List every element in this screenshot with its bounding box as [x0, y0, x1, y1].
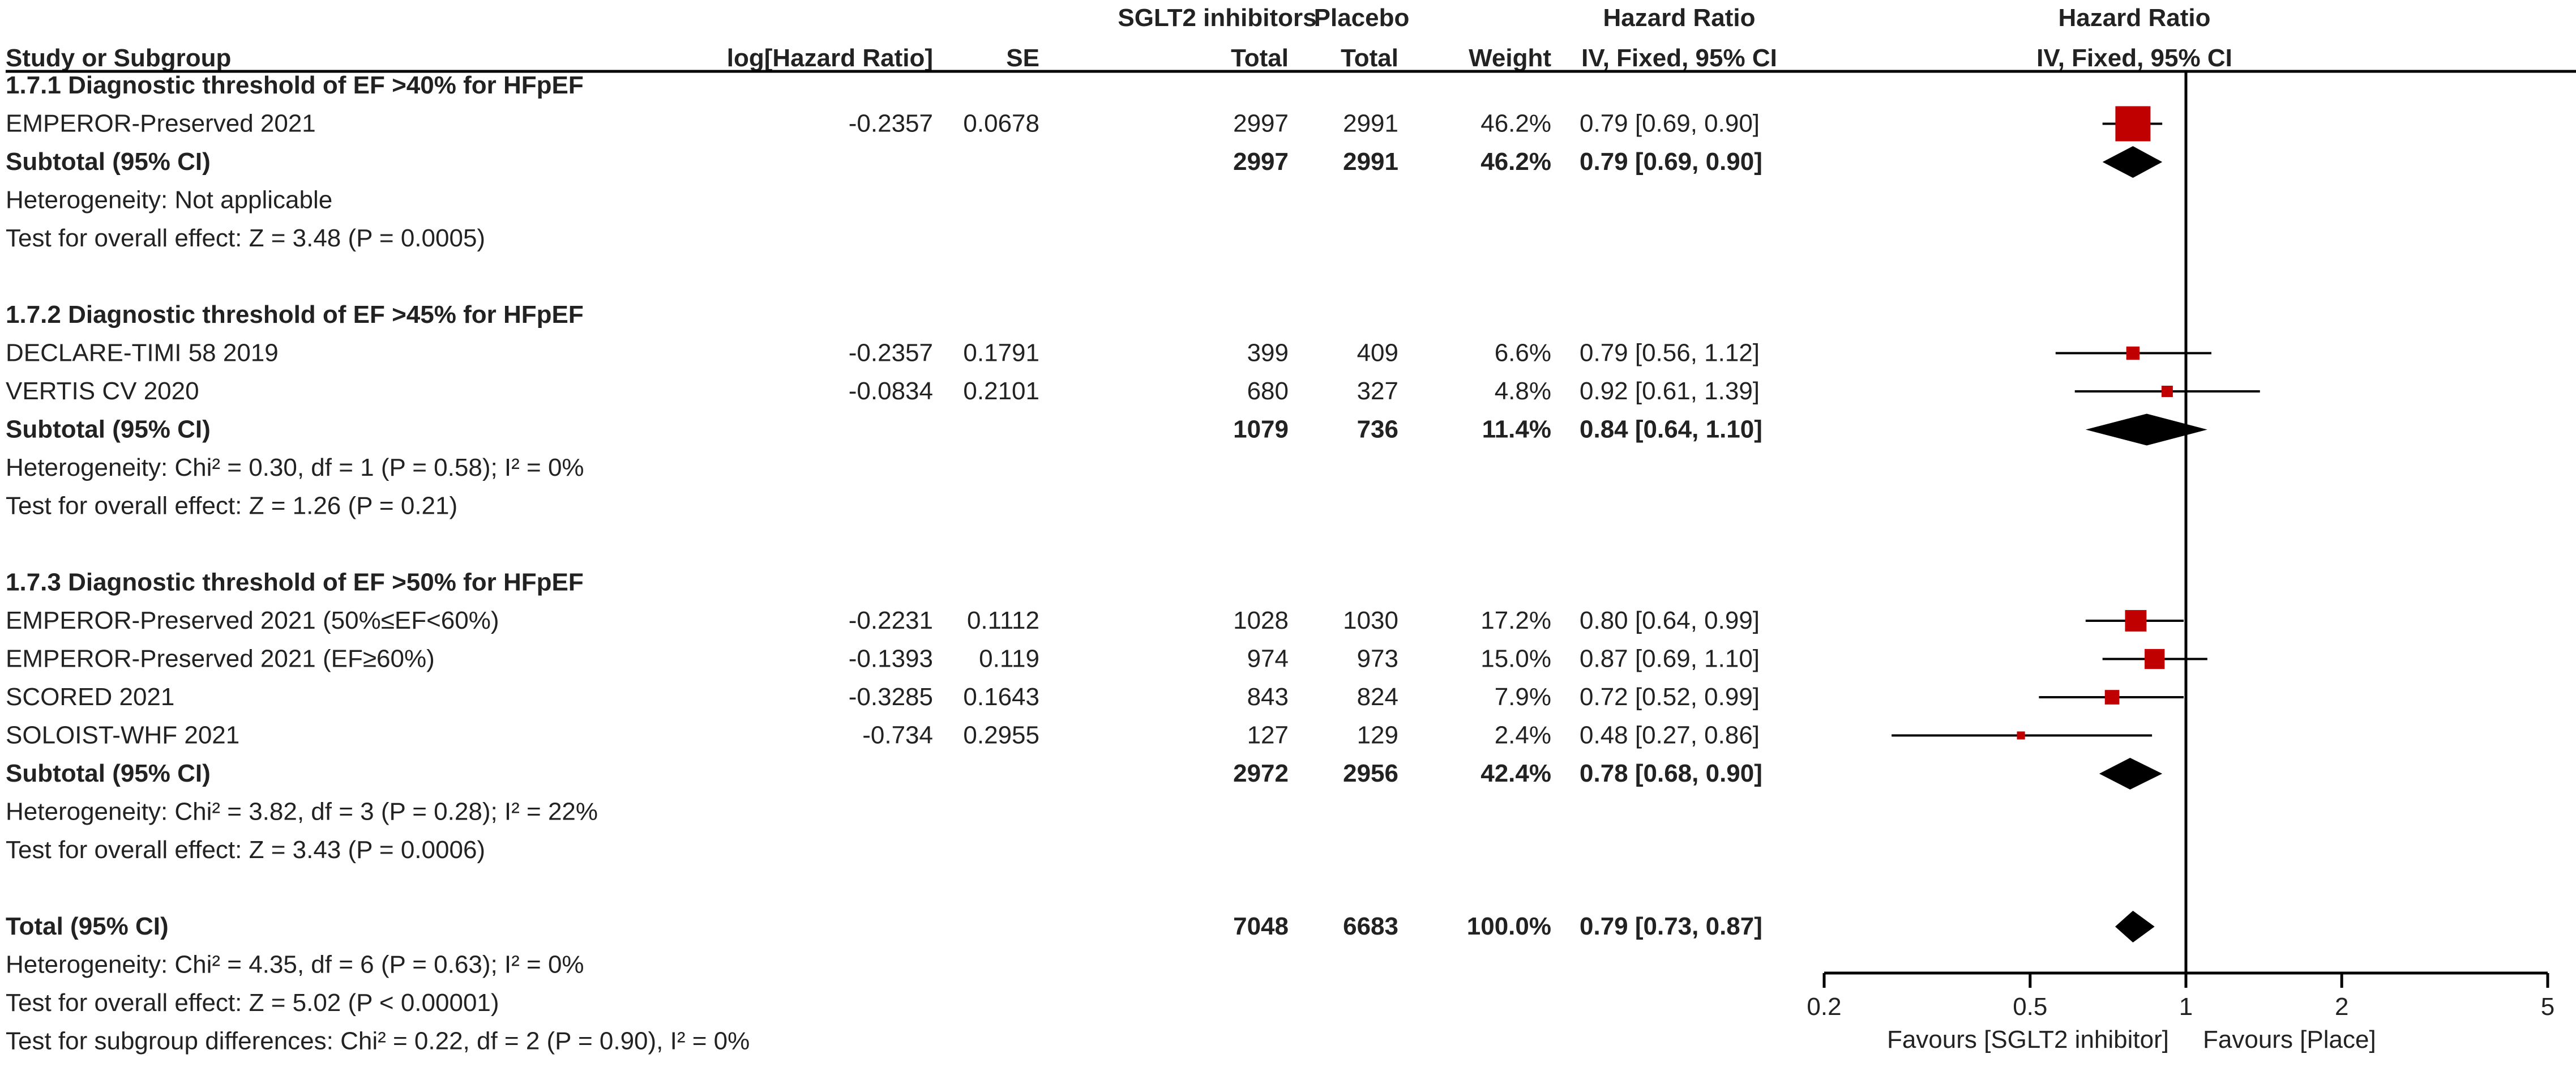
placebo-total-cell: 824	[1357, 683, 1398, 711]
weight-cell: 46.2%	[1480, 109, 1551, 138]
x-tick-label: 1	[2179, 993, 2193, 1021]
row-label: Heterogeneity: Not applicable	[6, 186, 333, 214]
header-placebo-top: Placebo	[1313, 4, 1410, 32]
sglt2-total-cell: 843	[1247, 683, 1289, 711]
header-sglt2-top: SGLT2 inhibitors	[1118, 4, 1317, 32]
favours-left-label: Favours [SGLT2 inhibitor]	[1886, 1026, 2169, 1053]
favours-right-label: Favours [Place]	[2203, 1026, 2376, 1053]
row-label: SCORED 2021	[6, 683, 175, 711]
row-label: VERTIS CV 2020	[6, 377, 199, 405]
header-weight: Weight	[1469, 44, 1551, 72]
header-study: Study or Subgroup	[6, 44, 232, 72]
row-label: 1.7.3 Diagnostic threshold of EF >50% for HFpEF	[6, 568, 584, 596]
se-cell: 0.119	[979, 645, 1039, 673]
row-label: Test for overall effect: Z = 3.48 (P = 0.0005)	[6, 224, 486, 252]
placebo-total-cell: 973	[1357, 645, 1398, 673]
sglt2-total-cell: 2997	[1233, 148, 1289, 176]
row-label: SOLOIST-WHF 2021	[6, 721, 240, 749]
row-label: EMPEROR-Preserved 2021 (50%≤EF<60%)	[6, 607, 499, 634]
study-square	[2126, 347, 2139, 360]
row-label: Subtotal (95% CI)	[6, 415, 211, 443]
table-rows	[6, 71, 1762, 1055]
hr-ci-cell: 0.48 [0.27, 0.86]	[1580, 721, 1760, 749]
hr-ci-cell: 0.84 [0.64, 1.10]	[1580, 415, 1762, 443]
row-label: Heterogeneity: Chi² = 3.82, df = 3 (P = 0.28); I² = 22%	[6, 797, 598, 826]
study-square	[2162, 386, 2173, 397]
study-square	[2115, 106, 2150, 142]
sglt2-total-cell: 2997	[1233, 109, 1289, 138]
placebo-total-cell: 409	[1357, 339, 1398, 367]
header-hr-top: Hazard Ratio	[1603, 4, 1756, 32]
row-label: Heterogeneity: Chi² = 4.35, df = 6 (P = 0.63); I² = 0%	[6, 950, 584, 979]
loghr-cell: -0.2357	[848, 339, 933, 367]
loghr-cell: -0.2231	[848, 607, 933, 634]
sglt2-total-cell: 127	[1247, 721, 1289, 749]
weight-cell: 17.2%	[1480, 607, 1551, 634]
sglt2-total-cell: 7048	[1233, 912, 1289, 940]
hr-ci-cell: 0.92 [0.61, 1.39]	[1580, 377, 1760, 405]
placebo-total-cell: 2956	[1343, 760, 1398, 787]
total-diamond	[2115, 911, 2155, 942]
hr-ci-cell: 0.80 [0.64, 0.99]	[1580, 607, 1760, 634]
row-label: EMPEROR-Preserved 2021 (EF≥60%)	[6, 645, 435, 673]
se-cell: 0.2955	[963, 721, 1039, 749]
sglt2-total-cell: 1028	[1233, 607, 1289, 634]
row-label: Test for subgroup differences: Chi² = 0.22, df = 2 (P = 0.90), I² = 0%	[6, 1027, 750, 1055]
loghr-cell: -0.734	[862, 721, 933, 749]
placebo-total-cell: 6683	[1343, 912, 1398, 940]
x-tick-label: 5	[2540, 993, 2555, 1021]
se-cell: 0.1643	[963, 683, 1039, 711]
sglt2-total-cell: 974	[1247, 645, 1289, 673]
loghr-cell: -0.3285	[848, 683, 933, 711]
study-square	[2125, 610, 2146, 632]
x-tick-label: 2	[2334, 993, 2349, 1021]
row-label: Subtotal (95% CI)	[6, 148, 211, 176]
se-cell: 0.2101	[963, 377, 1039, 405]
hr-ci-cell: 0.79 [0.56, 1.12]	[1580, 339, 1760, 367]
placebo-total-cell: 1030	[1343, 607, 1398, 634]
placebo-total-cell: 129	[1357, 721, 1398, 749]
loghr-cell: -0.0834	[848, 377, 933, 405]
subtotal-diamond	[2086, 414, 2207, 446]
row-label: Heterogeneity: Chi² = 0.30, df = 1 (P = 0.58); I² = 0%	[6, 454, 584, 481]
weight-cell: 4.8%	[1494, 377, 1551, 405]
row-label: 1.7.2 Diagnostic threshold of EF >45% for HFpEF	[6, 301, 584, 329]
header-se: SE	[1006, 44, 1039, 72]
row-label: 1.7.1 Diagnostic threshold of EF >40% for HFpEF	[6, 71, 584, 99]
weight-cell: 11.4%	[1482, 415, 1551, 443]
row-label: Test for overall effect: Z = 3.43 (P = 0.0006)	[6, 836, 486, 864]
header-hr-ci: IV, Fixed, 95% CI	[1581, 44, 1777, 72]
header-sglt2-total: Total	[1231, 44, 1289, 72]
placebo-total-cell: 2991	[1343, 148, 1398, 176]
weight-cell: 100.0%	[1466, 912, 1551, 940]
se-cell: 0.0678	[963, 109, 1039, 138]
weight-cell: 15.0%	[1480, 645, 1551, 673]
weight-cell: 42.4%	[1480, 760, 1551, 787]
subtotal-diamond	[2103, 146, 2163, 178]
study-square	[2105, 690, 2120, 705]
row-label: Test for overall effect: Z = 5.02 (P < 0.00001)	[6, 989, 499, 1017]
row-label: EMPEROR-Preserved 2021	[6, 109, 316, 138]
weight-cell: 2.4%	[1494, 721, 1551, 749]
se-cell: 0.1112	[966, 607, 1039, 634]
placebo-total-cell: 327	[1357, 377, 1398, 405]
row-label: Test for overall effect: Z = 1.26 (P = 0.21)	[6, 492, 458, 520]
row-label: DECLARE-TIMI 58 2019	[6, 339, 279, 367]
x-tick-label: 0.2	[1807, 993, 1842, 1021]
hr-ci-cell: 0.72 [0.52, 0.99]	[1580, 683, 1760, 711]
loghr-cell: -0.2357	[848, 109, 933, 138]
weight-cell: 7.9%	[1494, 683, 1551, 711]
sglt2-total-cell: 680	[1247, 377, 1289, 405]
se-cell: 0.1791	[963, 339, 1039, 367]
row-label: Subtotal (95% CI)	[6, 760, 211, 787]
row-label: Total (95% CI)	[6, 912, 169, 940]
hr-ci-cell: 0.79 [0.73, 0.87]	[1580, 912, 1762, 940]
hr-ci-cell: 0.79 [0.69, 0.90]	[1580, 109, 1760, 138]
header-placebo-total: Total	[1341, 44, 1398, 72]
subtotal-diamond	[2099, 758, 2162, 790]
hr-ci-cell: 0.79 [0.69, 0.90]	[1580, 148, 1762, 176]
weight-cell: 46.2%	[1480, 148, 1551, 176]
placebo-total-cell: 736	[1357, 415, 1398, 443]
header-plot-top: Hazard Ratio	[2058, 4, 2211, 32]
sglt2-total-cell: 2972	[1233, 760, 1289, 787]
x-tick-label: 0.5	[2013, 993, 2048, 1021]
study-square	[2145, 649, 2164, 669]
loghr-cell: -0.1393	[848, 645, 933, 673]
header-plot-ci: IV, Fixed, 95% CI	[2036, 44, 2232, 72]
study-square	[2017, 731, 2025, 739]
sglt2-total-cell: 399	[1247, 339, 1289, 367]
sglt2-total-cell: 1079	[1233, 415, 1289, 443]
hr-ci-cell: 0.87 [0.69, 1.10]	[1580, 645, 1760, 673]
hr-ci-cell: 0.78 [0.68, 0.90]	[1580, 760, 1762, 787]
placebo-total-cell: 2991	[1343, 109, 1398, 138]
plot-area	[1807, 71, 2554, 1053]
weight-cell: 6.6%	[1494, 339, 1551, 367]
header-loghr: log[Hazard Ratio]	[726, 44, 933, 72]
